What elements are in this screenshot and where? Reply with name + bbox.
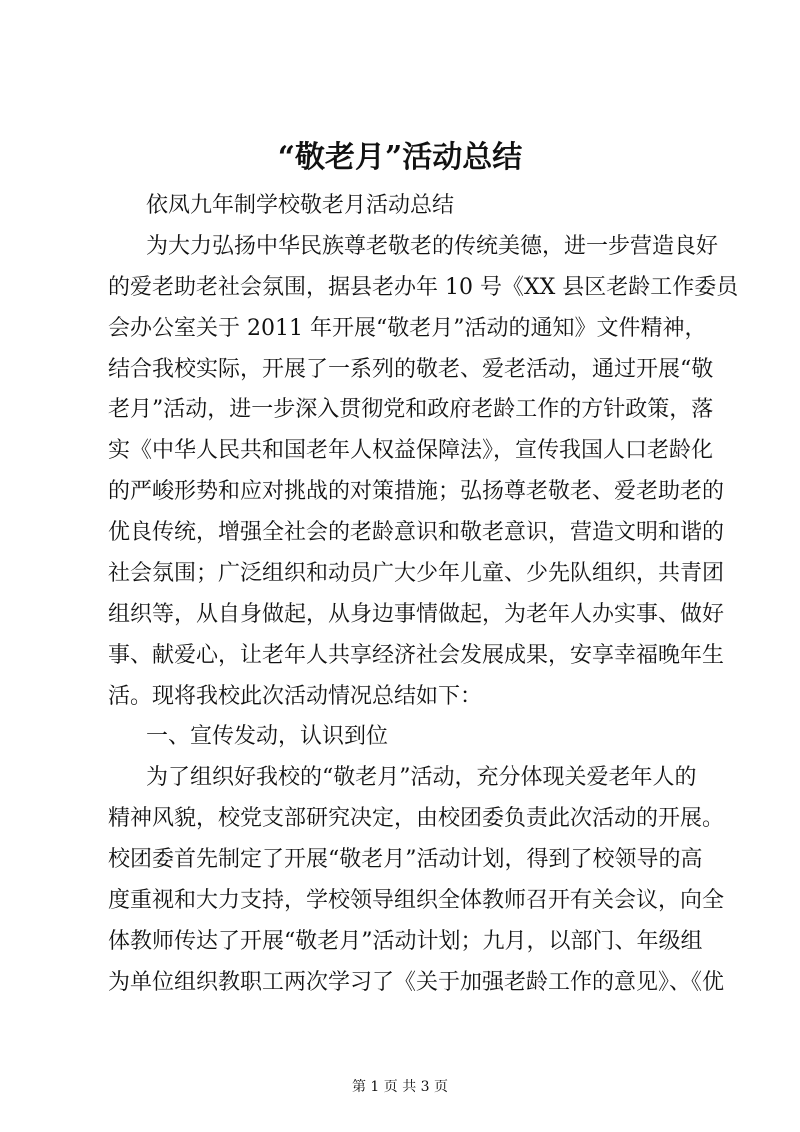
paragraph-line: 体教师传达了开展“敬老月”活动计划；九月，以部门、年级组 bbox=[108, 929, 703, 954]
paragraph-line: 实《中华人民共和国老年人权益保障法》，宣传我国人口老龄化 bbox=[108, 438, 714, 463]
paragraph-line: 精神风貌，校党支部研究决定，由校团委负责此次活动的开展。 bbox=[108, 806, 725, 831]
document-subtitle: 依凤九年制学校敬老月活动总结 bbox=[146, 193, 455, 218]
paragraph-line: 的爱老助老社会氛围，据县老办年 10 号《XX 县区老龄工作委员 bbox=[108, 275, 739, 300]
paragraph-line: 结合我校实际，开展了一系列的敬老、爱老活动，通过开展“敬 bbox=[108, 357, 714, 382]
paragraph-line: 会办公室关于 2011 年开展“敬老月”活动的通知》文件精神， bbox=[108, 316, 707, 341]
paragraph-line: 社会氛围；广泛组织和动员广大少年儿童、少先队组织，共青团 bbox=[108, 561, 725, 586]
paragraph-line: 优良传统，增强全社会的老龄意识和敬老意识，营造文明和谐的 bbox=[108, 520, 725, 545]
paragraph-line: 组织等，从自身做起，从身边事情做起，为老年人办实事、做好 bbox=[108, 602, 725, 627]
paragraph-line: 为单位组织教职工两次学习了《关于加强老龄工作的意见》、《优 bbox=[108, 970, 725, 995]
paragraph-line: 校团委首先制定了开展“敬老月”活动计划，得到了校领导的高 bbox=[108, 847, 703, 872]
paragraph-line: 度重视和大力支持，学校领导组织全体教师召开有关会议，向全 bbox=[108, 888, 725, 913]
paragraph-line: 老月”活动，进一步深入贯彻党和政府老龄工作的方针政策，落 bbox=[108, 397, 714, 422]
paragraph-line: 为了组织好我校的“敬老月”活动，充分体现关爱老年人的 bbox=[146, 765, 697, 790]
document-title: “敬老月”活动总结 bbox=[277, 140, 523, 175]
paragraph-line: 活。现将我校此次活动情况总结如下： bbox=[108, 684, 483, 709]
paragraph-line: 事、献爱心，让老年人共享经济社会发展成果，安享幸福晚年生 bbox=[108, 643, 725, 668]
paragraph-line: 的严峻形势和应对挑战的对策措施；弘扬尊老敬老、爱老助老的 bbox=[108, 479, 725, 504]
page-footer: 第 1 页 共 3 页 bbox=[351, 1079, 449, 1095]
section-heading: 一、宣传发动，认识到位 bbox=[146, 724, 389, 749]
paragraph-line: 为大力弘扬中华民族尊老敬老的传统美德，进一步营造良好 bbox=[146, 234, 719, 259]
